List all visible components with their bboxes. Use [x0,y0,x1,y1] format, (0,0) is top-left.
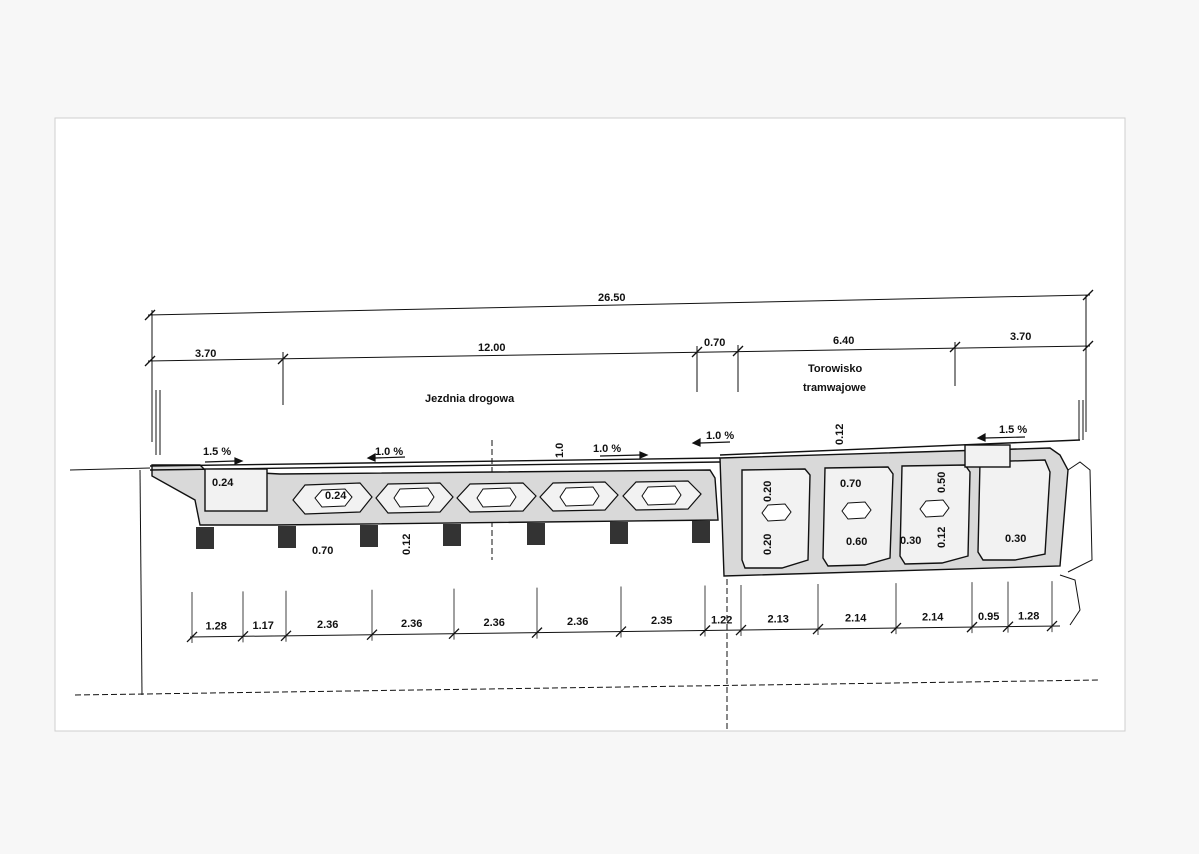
section-dim-label: 0.20 [762,480,774,502]
top-dim-label: 3.70 [1010,331,1032,343]
slope-label: 1.5 % [203,446,232,458]
section-dim-label: 0.70 [312,545,334,557]
bottom-dim-label: 2.14 [922,611,944,624]
overall-width-label: 26.50 [598,292,626,304]
top-dim-label: 6.40 [833,335,855,347]
bottom-dim-label: 1.28 [205,620,227,633]
top-dim-label: 12.00 [478,342,506,354]
bottom-dim-label: 1.17 [252,620,274,633]
section-dim-label: 0.30 [1005,533,1027,545]
bottom-dim-label: 2.36 [401,618,423,631]
bottom-dim-label: 2.36 [567,616,589,629]
bottom-dim-label: 1.22 [711,614,733,627]
bottom-dim-label: 2.36 [317,619,339,632]
section-dim-label: 1.0 [554,442,566,458]
slope-label: 1.5 % [999,424,1028,436]
bottom-dim-label: 2.14 [845,612,867,625]
bottom-dim-label: 2.36 [483,617,505,630]
section-dim-label: 0.30 [900,535,922,547]
zone-label-tram-1: Torowisko [808,363,863,375]
section-dim-label: 0.20 [762,533,774,555]
section-dim-label: 0.24 [212,477,234,489]
zone-label-tram-2: tramwajowe [803,382,866,394]
section-dim-label: 0.24 [325,490,347,502]
section-dim-label: 0.12 [401,533,413,555]
section-dim-label: 0.60 [846,536,868,548]
bottom-dim-label: 2.13 [767,613,789,626]
slope-label: 1.0 % [375,446,404,458]
bottom-dim-label: 1.28 [1018,610,1040,623]
section-dim-label: 0.50 [936,471,948,493]
slope-label: 1.0 % [706,430,735,442]
top-dim-label: 3.70 [195,348,217,360]
section-dim-label: 0.12 [936,526,948,548]
top-dim-label: 0.70 [704,337,726,349]
slope-label: 1.0 % [593,443,622,455]
bottom-dim-label: 2.35 [651,615,673,628]
section-dim-label: 0.12 [834,423,846,445]
section-dim-label: 0.70 [840,478,862,490]
paper-frame [55,118,1125,731]
zone-label-road: Jezdnia drogowa [425,393,515,405]
bottom-dim-label: 0.95 [978,610,1000,623]
